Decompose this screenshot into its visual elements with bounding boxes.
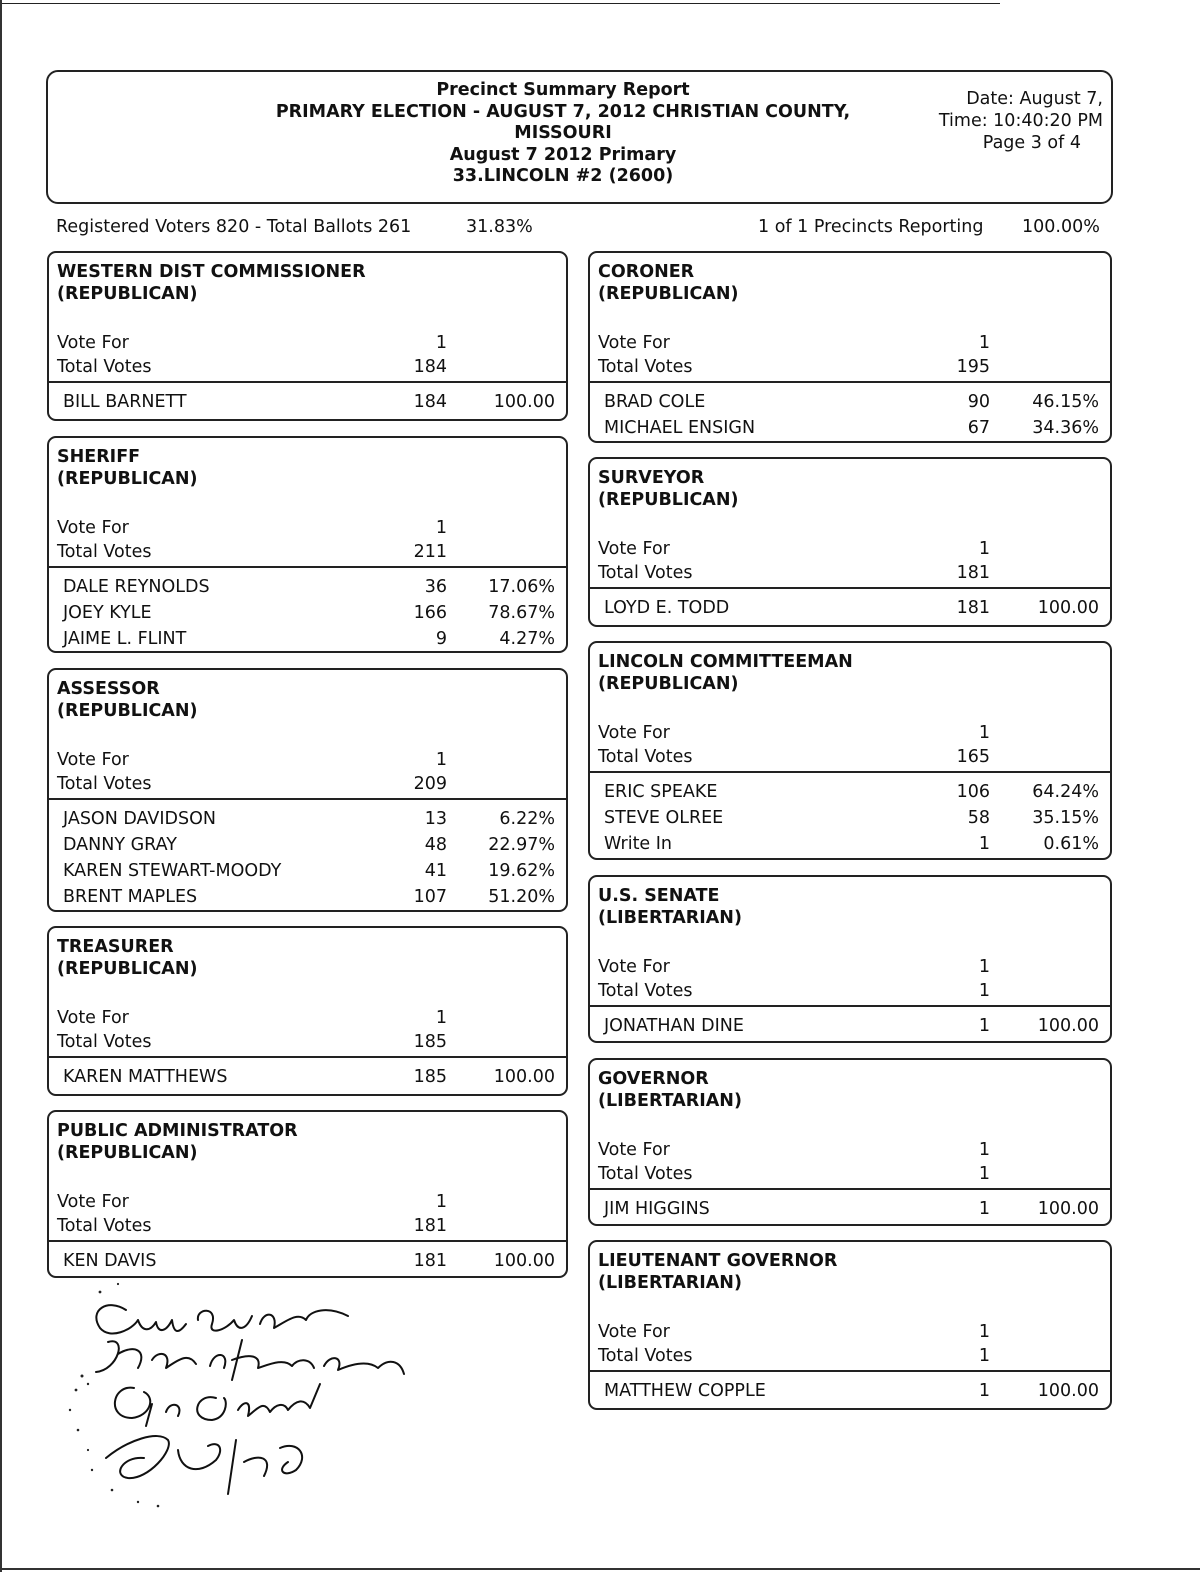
results-divider	[49, 1056, 566, 1058]
report-page: Page 3 of 4	[982, 133, 1081, 153]
total-votes-value: 185	[413, 1032, 447, 1052]
scan-bottom-line	[0, 1568, 1200, 1570]
candidate-votes: 58	[967, 808, 990, 828]
candidate-name: KAREN STEWART-MOODY	[63, 861, 282, 881]
race-party: (REPUBLICAN)	[57, 959, 198, 979]
race-title	[57, 261, 366, 305]
candidate-name: STEVE OLREE	[604, 808, 724, 828]
total-votes-value: 181	[413, 1216, 447, 1236]
candidate-votes: 181	[956, 598, 990, 618]
race-office: TREASURER	[57, 937, 174, 957]
race-party: (REPUBLICAN)	[57, 469, 198, 489]
candidate-name: BRENT MAPLES	[63, 887, 198, 907]
race-box	[588, 1240, 1112, 1410]
candidate-percent: 100.00	[493, 392, 555, 412]
race-office: ASSESSOR	[57, 679, 160, 699]
total-votes-label: Total Votes	[598, 563, 693, 583]
race-office: GOVERNOR	[598, 1069, 709, 1089]
candidate-name: JIM HIGGINS	[604, 1199, 710, 1219]
total-votes-value: 181	[956, 563, 990, 583]
vote-for-value: 1	[435, 333, 447, 353]
vote-for-value: 1	[435, 750, 447, 770]
candidate-percent: 17.06%	[488, 577, 555, 597]
candidate-votes: 1	[978, 1016, 990, 1036]
candidate-name: DALE REYNOLDS	[63, 577, 210, 597]
vote-for-value: 1	[978, 1140, 990, 1160]
vote-for-value: 1	[978, 957, 990, 977]
title-line: MISSOURI	[514, 123, 612, 143]
race-title	[57, 678, 198, 722]
candidate-name: JONATHAN DINE	[604, 1016, 744, 1036]
candidate-percent: 51.20%	[488, 887, 555, 907]
candidate-votes: 185	[413, 1067, 447, 1087]
total-votes-value: 184	[413, 357, 447, 377]
total-votes-label: Total Votes	[598, 747, 693, 767]
title-line: PRIMARY ELECTION - AUGUST 7, 2012 CHRISTIAN COUNTY,	[275, 101, 851, 122]
scan-left-edge	[0, 0, 2, 1572]
candidate-percent: 78.67%	[488, 603, 555, 623]
candidate-votes: 9	[435, 629, 447, 649]
race-office: PUBLIC ADMINISTRATOR	[57, 1121, 298, 1141]
candidate-name: ERIC SPEAKE	[604, 782, 718, 802]
race-title	[57, 446, 198, 490]
vote-for-label: Vote For	[598, 957, 670, 977]
candidate-percent: 0.61%	[1043, 834, 1099, 854]
vote-for-value: 1	[978, 1322, 990, 1342]
race-party: (LIBERTARIAN)	[598, 1273, 742, 1293]
race-office: CORONER	[598, 262, 695, 282]
race-title	[57, 1120, 298, 1164]
vote-for-label: Vote For	[598, 723, 670, 743]
candidate-percent: 4.27%	[499, 629, 555, 649]
title-line: 33.LINCOLN #2 (2600)	[452, 166, 674, 186]
race-title	[598, 1068, 742, 1112]
candidate-percent: 6.22%	[499, 809, 555, 829]
candidate-name: MICHAEL ENSIGN	[604, 418, 756, 438]
candidate-name: JOEY KYLE	[63, 603, 152, 623]
race-box	[588, 457, 1112, 627]
registered-voters: Registered Voters 820 - Total Ballots 261	[56, 217, 412, 237]
candidate-name: JASON DAVIDSON	[63, 809, 216, 829]
total-votes-value: 1	[978, 1346, 990, 1366]
vote-for-value: 1	[435, 1008, 447, 1028]
candidate-name: KAREN MATTHEWS	[63, 1067, 228, 1087]
results-divider	[590, 1005, 1110, 1007]
results-divider	[590, 381, 1110, 383]
candidate-votes: 1	[978, 834, 990, 854]
candidate-votes: 107	[413, 887, 447, 907]
candidate-percent: 100.00	[493, 1067, 555, 1087]
race-party: (LIBERTARIAN)	[598, 1091, 742, 1111]
results-divider	[590, 1370, 1110, 1372]
vote-for-label: Vote For	[57, 750, 129, 770]
race-title	[57, 936, 198, 980]
candidate-votes: 1	[978, 1381, 990, 1401]
candidate-votes: 166	[413, 603, 447, 623]
vote-for-value: 1	[978, 723, 990, 743]
vote-for-label: Vote For	[57, 1192, 129, 1212]
race-title	[598, 1250, 837, 1294]
vote-for-label: Vote For	[57, 333, 129, 353]
results-divider	[590, 771, 1110, 773]
vote-for-label: Vote For	[598, 539, 670, 559]
candidate-votes: 181	[413, 1251, 447, 1271]
candidate-name: JAIME L. FLINT	[63, 629, 187, 649]
candidate-name: Write In	[604, 834, 673, 854]
total-votes-value: 1	[978, 981, 990, 1001]
total-votes-label: Total Votes	[57, 1216, 152, 1236]
total-votes-label: Total Votes	[57, 357, 152, 377]
race-box	[47, 251, 568, 421]
vote-for-label: Vote For	[57, 1008, 129, 1028]
race-office: WESTERN DIST COMMISSIONER	[57, 262, 366, 282]
total-votes-value: 209	[413, 774, 447, 794]
total-votes-value: 211	[413, 542, 447, 562]
race-office: SURVEYOR	[598, 468, 705, 488]
race-title	[598, 885, 742, 929]
total-votes-label: Total Votes	[598, 1346, 693, 1366]
race-box	[47, 926, 568, 1096]
turnout-percent: 31.83%	[466, 217, 533, 237]
vote-for-label: Vote For	[57, 518, 129, 538]
candidate-percent: 22.97%	[488, 835, 555, 855]
title-line: Precinct Summary Report	[436, 80, 690, 100]
race-party: (REPUBLICAN)	[598, 490, 739, 510]
race-box	[588, 1058, 1112, 1226]
candidate-name: BILL BARNETT	[63, 392, 187, 412]
race-office: U.S. SENATE	[598, 886, 720, 906]
candidate-percent: 64.24%	[1032, 782, 1099, 802]
race-party: (REPUBLICAN)	[57, 1143, 198, 1163]
candidate-percent: 46.15%	[1032, 392, 1099, 412]
race-party: (REPUBLICAN)	[57, 701, 198, 721]
race-party: (REPUBLICAN)	[598, 284, 739, 304]
candidate-percent: 34.36%	[1032, 418, 1099, 438]
race-party: (LIBERTARIAN)	[598, 908, 742, 928]
race-box	[588, 641, 1112, 860]
candidate-percent: 100.00	[1037, 1199, 1099, 1219]
title-line: August 7 2012 Primary	[449, 144, 677, 165]
vote-for-label: Vote For	[598, 1322, 670, 1342]
candidate-name: BRAD COLE	[604, 392, 706, 412]
candidate-votes: 36	[424, 577, 447, 597]
report-date: Date: August 7,	[966, 89, 1103, 109]
race-title	[598, 651, 853, 695]
candidate-percent: 19.62%	[488, 861, 555, 881]
vote-for-label: Vote For	[598, 333, 670, 353]
race-title	[598, 261, 739, 305]
total-votes-label: Total Votes	[598, 357, 693, 377]
candidate-percent: 100.00	[1037, 1016, 1099, 1036]
total-votes-label: Total Votes	[57, 542, 152, 562]
vote-for-value: 1	[435, 1192, 447, 1212]
race-office: LIEUTENANT GOVERNOR	[598, 1251, 838, 1271]
candidate-votes: 90	[967, 392, 990, 412]
precincts-reporting: 1 of 1 Precincts Reporting	[758, 217, 984, 237]
total-votes-label: Total Votes	[598, 981, 693, 1001]
race-box	[588, 251, 1112, 443]
candidate-votes: 106	[956, 782, 990, 802]
total-votes-value: 195	[956, 357, 990, 377]
race-box	[47, 668, 568, 912]
total-votes-label: Total Votes	[57, 774, 152, 794]
results-divider	[49, 381, 566, 383]
precincts-percent: 100.00%	[1022, 217, 1100, 237]
race-title	[598, 467, 739, 511]
results-divider	[590, 1188, 1110, 1190]
report-time: Time: 10:40:20 PM	[938, 111, 1103, 131]
results-divider	[49, 798, 566, 800]
race-box	[588, 875, 1112, 1043]
candidate-name: KEN DAVIS	[63, 1251, 157, 1271]
candidate-votes: 41	[424, 861, 447, 881]
total-votes-value: 1	[978, 1164, 990, 1184]
report-header	[46, 70, 1113, 204]
race-office: SHERIFF	[57, 447, 141, 467]
candidate-votes: 1	[978, 1199, 990, 1219]
candidate-votes: 184	[413, 392, 447, 412]
race-box	[47, 1110, 568, 1278]
candidate-votes: 13	[424, 809, 447, 829]
report-meta	[893, 88, 1103, 154]
report-title	[238, 80, 888, 188]
handwritten-signatures	[48, 1280, 428, 1520]
results-divider	[49, 566, 566, 568]
candidate-votes: 48	[424, 835, 447, 855]
vote-for-value: 1	[978, 539, 990, 559]
candidate-name: LOYD E. TODD	[604, 598, 730, 618]
vote-for-label: Vote For	[598, 1140, 670, 1160]
candidate-percent: 35.15%	[1032, 808, 1099, 828]
total-votes-label: Total Votes	[598, 1164, 693, 1184]
candidate-name: MATTHEW COPPLE	[604, 1381, 766, 1401]
race-box	[47, 436, 568, 653]
total-votes-value: 165	[956, 747, 990, 767]
results-divider	[49, 1240, 566, 1242]
vote-for-value: 1	[435, 518, 447, 538]
candidate-percent: 100.00	[1037, 1381, 1099, 1401]
total-votes-label: Total Votes	[57, 1032, 152, 1052]
candidate-percent: 100.00	[1037, 598, 1099, 618]
race-party: (REPUBLICAN)	[57, 284, 198, 304]
scan-top-line	[0, 3, 1000, 4]
vote-for-value: 1	[978, 333, 990, 353]
race-office: LINCOLN COMMITTEEMAN	[598, 652, 853, 672]
results-divider	[590, 587, 1110, 589]
candidate-percent: 100.00	[493, 1251, 555, 1271]
candidate-votes: 67	[967, 418, 990, 438]
race-party: (REPUBLICAN)	[598, 674, 739, 694]
candidate-name: DANNY GRAY	[63, 835, 177, 855]
